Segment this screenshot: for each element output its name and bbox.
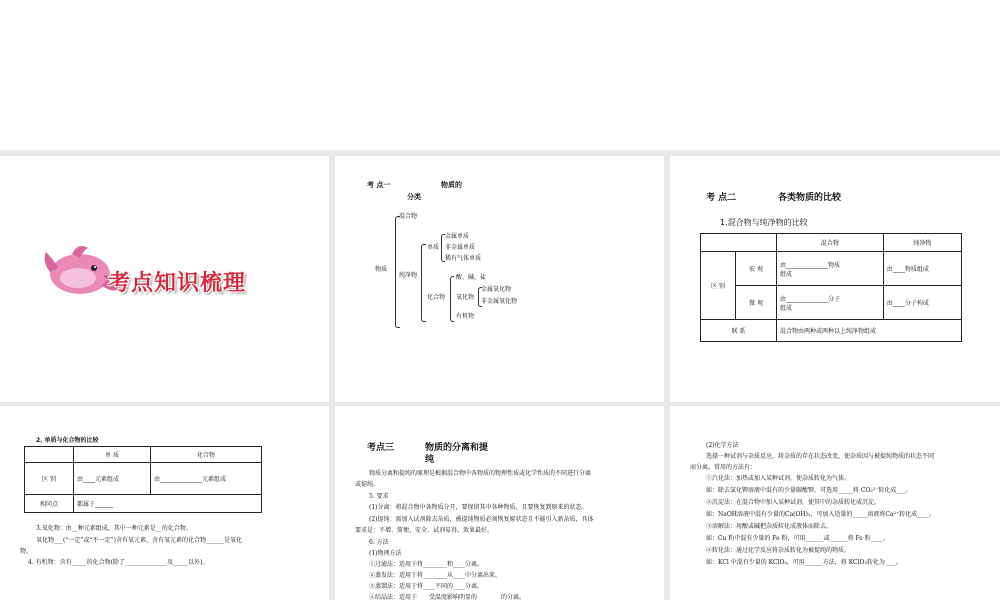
tree-nonmetal: 非金属单质 — [445, 244, 476, 251]
body-line: ①汽化法：加热或加入某种试剂，使杂质转化为气体。 — [706, 475, 851, 482]
body-line: 如：NaOH溶液中混有少量的Ca(OH)₂，可加入适量的_____溶液将Ca²⁺转化成____。 — [706, 511, 936, 518]
tree-metal: 金属单质 — [445, 233, 470, 240]
body-line: ②沉淀法：在混合物中加入某种试剂，使其中的杂质转化成沉淀。 — [706, 499, 881, 506]
slide-element-vs-compound[interactable] — [0, 406, 329, 600]
body-line: 5. 要求 — [369, 493, 389, 500]
table-row-macro: 宏 观 — [736, 252, 777, 286]
slide-knowledge-review[interactable] — [0, 156, 329, 402]
section-subtitle: 2. 单质与化合物的比较 — [36, 437, 99, 444]
body-line: ④转化法：通过化学反应将杂质转化为被提纯的物质。 — [706, 547, 851, 554]
topic-heading-label: 考 点二 — [706, 193, 737, 203]
cell-line: 由______________物质 — [780, 261, 841, 269]
tree-brace-pure — [421, 244, 426, 322]
body-line: (2)化学方法 — [706, 442, 739, 449]
table-cell-micro-pure: 由____分子构成 — [883, 286, 961, 320]
topic-heading-label: 考 点一 — [367, 181, 391, 189]
table-cell-link: 混合物由两种或两种以上纯净物组成 — [777, 320, 962, 342]
body-line: 如：KCl 中混有少量的 KClO₃，可用______方法，将 KClO₃转化为 ___。 — [706, 559, 902, 566]
table-row-micro: 微 观 — [736, 286, 777, 320]
body-line: ③蒸馏法：适用于将____不同的____分离。 — [369, 583, 484, 590]
table-cell-diff-element: 由____元素组成 — [74, 463, 151, 495]
body-line: (2)提纯：需加入试剂除去杂质，被提纯物质必须恢复原状态且不能引入新杂质，具体 — [369, 516, 594, 523]
table-cell-macro-pure: 由____物质组成 — [883, 252, 961, 286]
table-header-pure: 纯净物 — [883, 234, 961, 252]
topic-heading-label: 考点三 — [367, 443, 395, 453]
table-header-element: 单 质 — [74, 447, 151, 463]
tree-mixture: 混合物 — [399, 213, 418, 220]
body-line: 如：Cu 粉中混有少量的 Fe 粉，可用______或______将 Fe 粉____。 — [706, 535, 889, 542]
table-header-mixture: 混合物 — [777, 234, 884, 252]
table-row-same: 相同点 — [25, 495, 74, 513]
table-row-diff: 区 别 — [25, 463, 74, 495]
element-compound-table — [24, 446, 262, 513]
body-line: 物。 — [20, 548, 33, 555]
table-header-compound: 化合物 — [151, 447, 262, 463]
section-subtitle: 1.混合物与纯净物的比较 — [720, 218, 808, 227]
table-cell-macro-mixture — [777, 252, 884, 286]
slide-separation-purification[interactable] — [335, 406, 664, 600]
tree-oxide: 氧化物 — [456, 294, 475, 301]
topic-heading-title: 各类物质的比较 — [778, 193, 842, 203]
cell-line: 组成 — [780, 304, 793, 312]
table-cell-same: 都属于______ — [74, 495, 262, 513]
tree-compound: 化合物 — [427, 294, 446, 301]
slide-classification[interactable] — [335, 156, 664, 402]
body-line: 氧化物___(“一定”或“不一定”)含有氧元素，含有氧元素的化合物______是氧化 — [36, 537, 242, 544]
body-line: 而分离。常用的方法有： — [690, 464, 757, 471]
table-row-link: 联 系 — [701, 320, 777, 342]
body-line: ③溶解法：用酸或碱把杂质转化成液体而除去。 — [706, 523, 833, 530]
body-line: 选择一种试剂与杂质反应，将杂质的存在状态改变，使杂质因与被提纯物质的状态不同 — [706, 453, 935, 460]
intro-line: 或提纯。 — [355, 481, 380, 488]
tree-noble-gas: 稀有气体单质 — [445, 255, 482, 262]
slide-chemical-methods[interactable] — [670, 406, 1000, 600]
section-banner-title: 考点知识梳理 — [108, 271, 247, 296]
tree-nonmetal-oxide: 非金属氧化物 — [481, 298, 518, 305]
tree-brace-compound — [450, 276, 454, 322]
body-line: ①过滤法：适用于将________和____分离。 — [369, 561, 484, 568]
body-line: 6. 方法 — [369, 539, 389, 546]
tree-acid-base-salt: 酸、碱、盐 — [456, 274, 487, 281]
table-row-diff: 区 别 — [701, 252, 736, 320]
tree-root: 物质 — [375, 266, 388, 273]
tree-pure: 纯净物 — [399, 272, 418, 279]
tree-organic: 有机物 — [456, 313, 475, 320]
table-corner — [25, 447, 74, 463]
tree-metal-oxide: 金属氧化物 — [481, 286, 512, 293]
topic-heading-title: 物质的 — [441, 181, 462, 189]
body-line: 4. 有机物：含有_____的化合物(除了______________及_____以外)。 — [28, 559, 209, 566]
body-line: (1)物理方法 — [369, 550, 402, 557]
body-line: 如：除去氯化钾溶液中混有的少量碳酸钾，可选用_____将 CO₃²⁻转化成___。 — [706, 487, 912, 494]
body-line: ②蒸发法：适用于将________从____中分离出来。 — [369, 572, 502, 579]
table-cell-micro-mixture — [777, 286, 884, 320]
mixture-pure-table — [700, 233, 962, 342]
cell-line: 组成 — [780, 270, 793, 278]
slide-mixture-vs-pure[interactable] — [670, 156, 1000, 402]
topic-heading-title-cont: 纯 — [425, 455, 435, 465]
body-line: ④结晶法：适用于____受温度影响明显的________的分离。 — [369, 594, 526, 600]
tree-element: 单质 — [427, 244, 440, 251]
topic-heading-title-cont: 分类 — [407, 193, 421, 201]
body-line: 要求是：不增、简便、安全、试剂易得、效果最好。 — [355, 527, 494, 534]
body-line: 3.氧化物：由__种元素组成，其中一种元素是__的化合物。 — [36, 525, 192, 532]
body-line: (1)分离：将混合物中各物质分开，要保留其中各种物质，且要恢复到原来的状态。 — [369, 504, 588, 511]
table-corner — [701, 234, 777, 252]
cell-line: 由______________分子 — [780, 295, 841, 303]
intro-line: 物质分离和提纯的原理是根据混合物中各物质的物理性质或化学性质的不同进行分离 — [369, 470, 592, 477]
table-cell-diff-compound: 由______________元素组成 — [151, 463, 262, 495]
topic-heading-title: 物质的分离和提 — [425, 443, 489, 453]
blank-slide-area — [0, 0, 1000, 150]
